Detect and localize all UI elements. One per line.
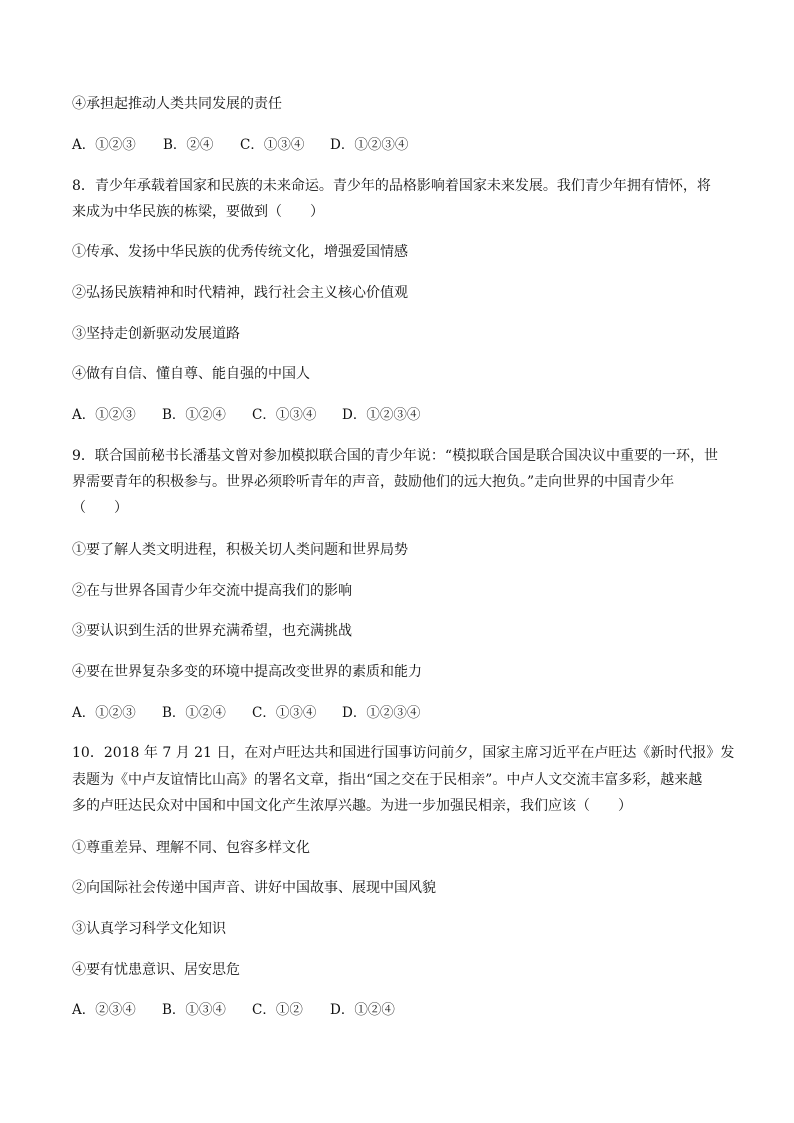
q9-statement-2: ②在与世界各国青少年交流中提高我们的影响	[72, 583, 352, 599]
q7-option-a: A．①②③	[72, 137, 136, 153]
q9-option-d: D．①②③④	[342, 705, 421, 721]
q10-option-c: C．①②	[252, 1002, 303, 1018]
q10-option-a: A．②③④	[72, 1002, 136, 1018]
q8-statement-4: ④做有自信、懂自尊、能自强的中国人	[72, 366, 310, 382]
q7-option-b: B．②④	[163, 137, 214, 153]
q10-statement-1: ①尊重差异、理解不同、包容多样文化	[72, 840, 310, 856]
q8-statement-3: ③坚持走创新驱动发展道路	[72, 326, 240, 342]
q8-stem-line-2: 来成为中华民族的栋梁，要做到（ ）	[72, 204, 324, 220]
q10-stem-line-2: 表题为《中卢友谊情比山高》的署名文章，指出“国之交在于民相亲”。中卢人文交流丰富多彩，越来越	[72, 772, 703, 788]
q8-option-a: A．①②③	[72, 407, 136, 423]
q9-statement-4: ④要在世界复杂多变的环境中提高改变世界的素质和能力	[72, 664, 422, 680]
q10-statement-3: ③认真学习科学文化知识	[72, 921, 226, 937]
q8-stem-line-1: 8．青少年承载着国家和民族的未来命运。青少年的品格影响着国家未来发展。我们青少年拥有情怀，将	[72, 178, 711, 194]
q10-statement-2: ②向国际社会传递中国声音、讲好中国故事、展现中国风貌	[72, 880, 436, 896]
q9-statement-3: ③要认识到生活的世界充满希望，也充满挑战	[72, 623, 352, 639]
q7-option-d: D．①②③④	[330, 137, 409, 153]
q9-option-c: C．①③④	[252, 705, 317, 721]
q9-stem-line-3: （ ）	[72, 500, 128, 516]
q9-option-a: A．①②③	[72, 705, 136, 721]
q8-option-d: D．①②③④	[342, 407, 421, 423]
q7-option-c: C．①③④	[240, 137, 305, 153]
q10-stem-line-3: 多的卢旺达民众对中国和中国文化产生浓厚兴趣。为进一步加强民相亲，我们应该（ ）	[72, 798, 632, 814]
q9-stem-line-2: 界需要青年的积极参与。世界必须聆听青年的声音，鼓励他们的远大抱负。”走向世界的中国青少年	[72, 474, 675, 490]
q9-stem-line-1: 9．联合国前秘书长潘基文曾对参加模拟联合国的青少年说：“模拟联合国是联合国决议中重要的一环，世	[72, 448, 719, 464]
q8-option-c: C．①③④	[252, 407, 317, 423]
q7-statement-4: ④承担起推动人类共同发展的责任	[72, 96, 282, 112]
q9-statement-1: ①要了解人类文明进程，积极关切人类问题和世界局势	[72, 542, 408, 558]
q10-stem-line-1: 10．2018 年 7 月 21 日，在对卢旺达共和国进行国事访问前夕，国家主席习近平在卢旺达《新时代报》发	[72, 745, 735, 761]
q10-option-d: D．①②④	[330, 1002, 395, 1018]
q8-option-b: B．①②④	[162, 407, 226, 423]
q8-statement-1: ①传承、发扬中华民族的优秀传统文化，增强爱国情感	[72, 244, 408, 260]
q10-statement-4: ④要有忧患意识、居安思危	[72, 962, 240, 978]
q10-option-b: B．①③④	[162, 1002, 226, 1018]
q9-option-b: B．①②④	[162, 705, 226, 721]
q8-statement-2: ②弘扬民族精神和时代精神，践行社会主义核心价值观	[72, 285, 408, 301]
